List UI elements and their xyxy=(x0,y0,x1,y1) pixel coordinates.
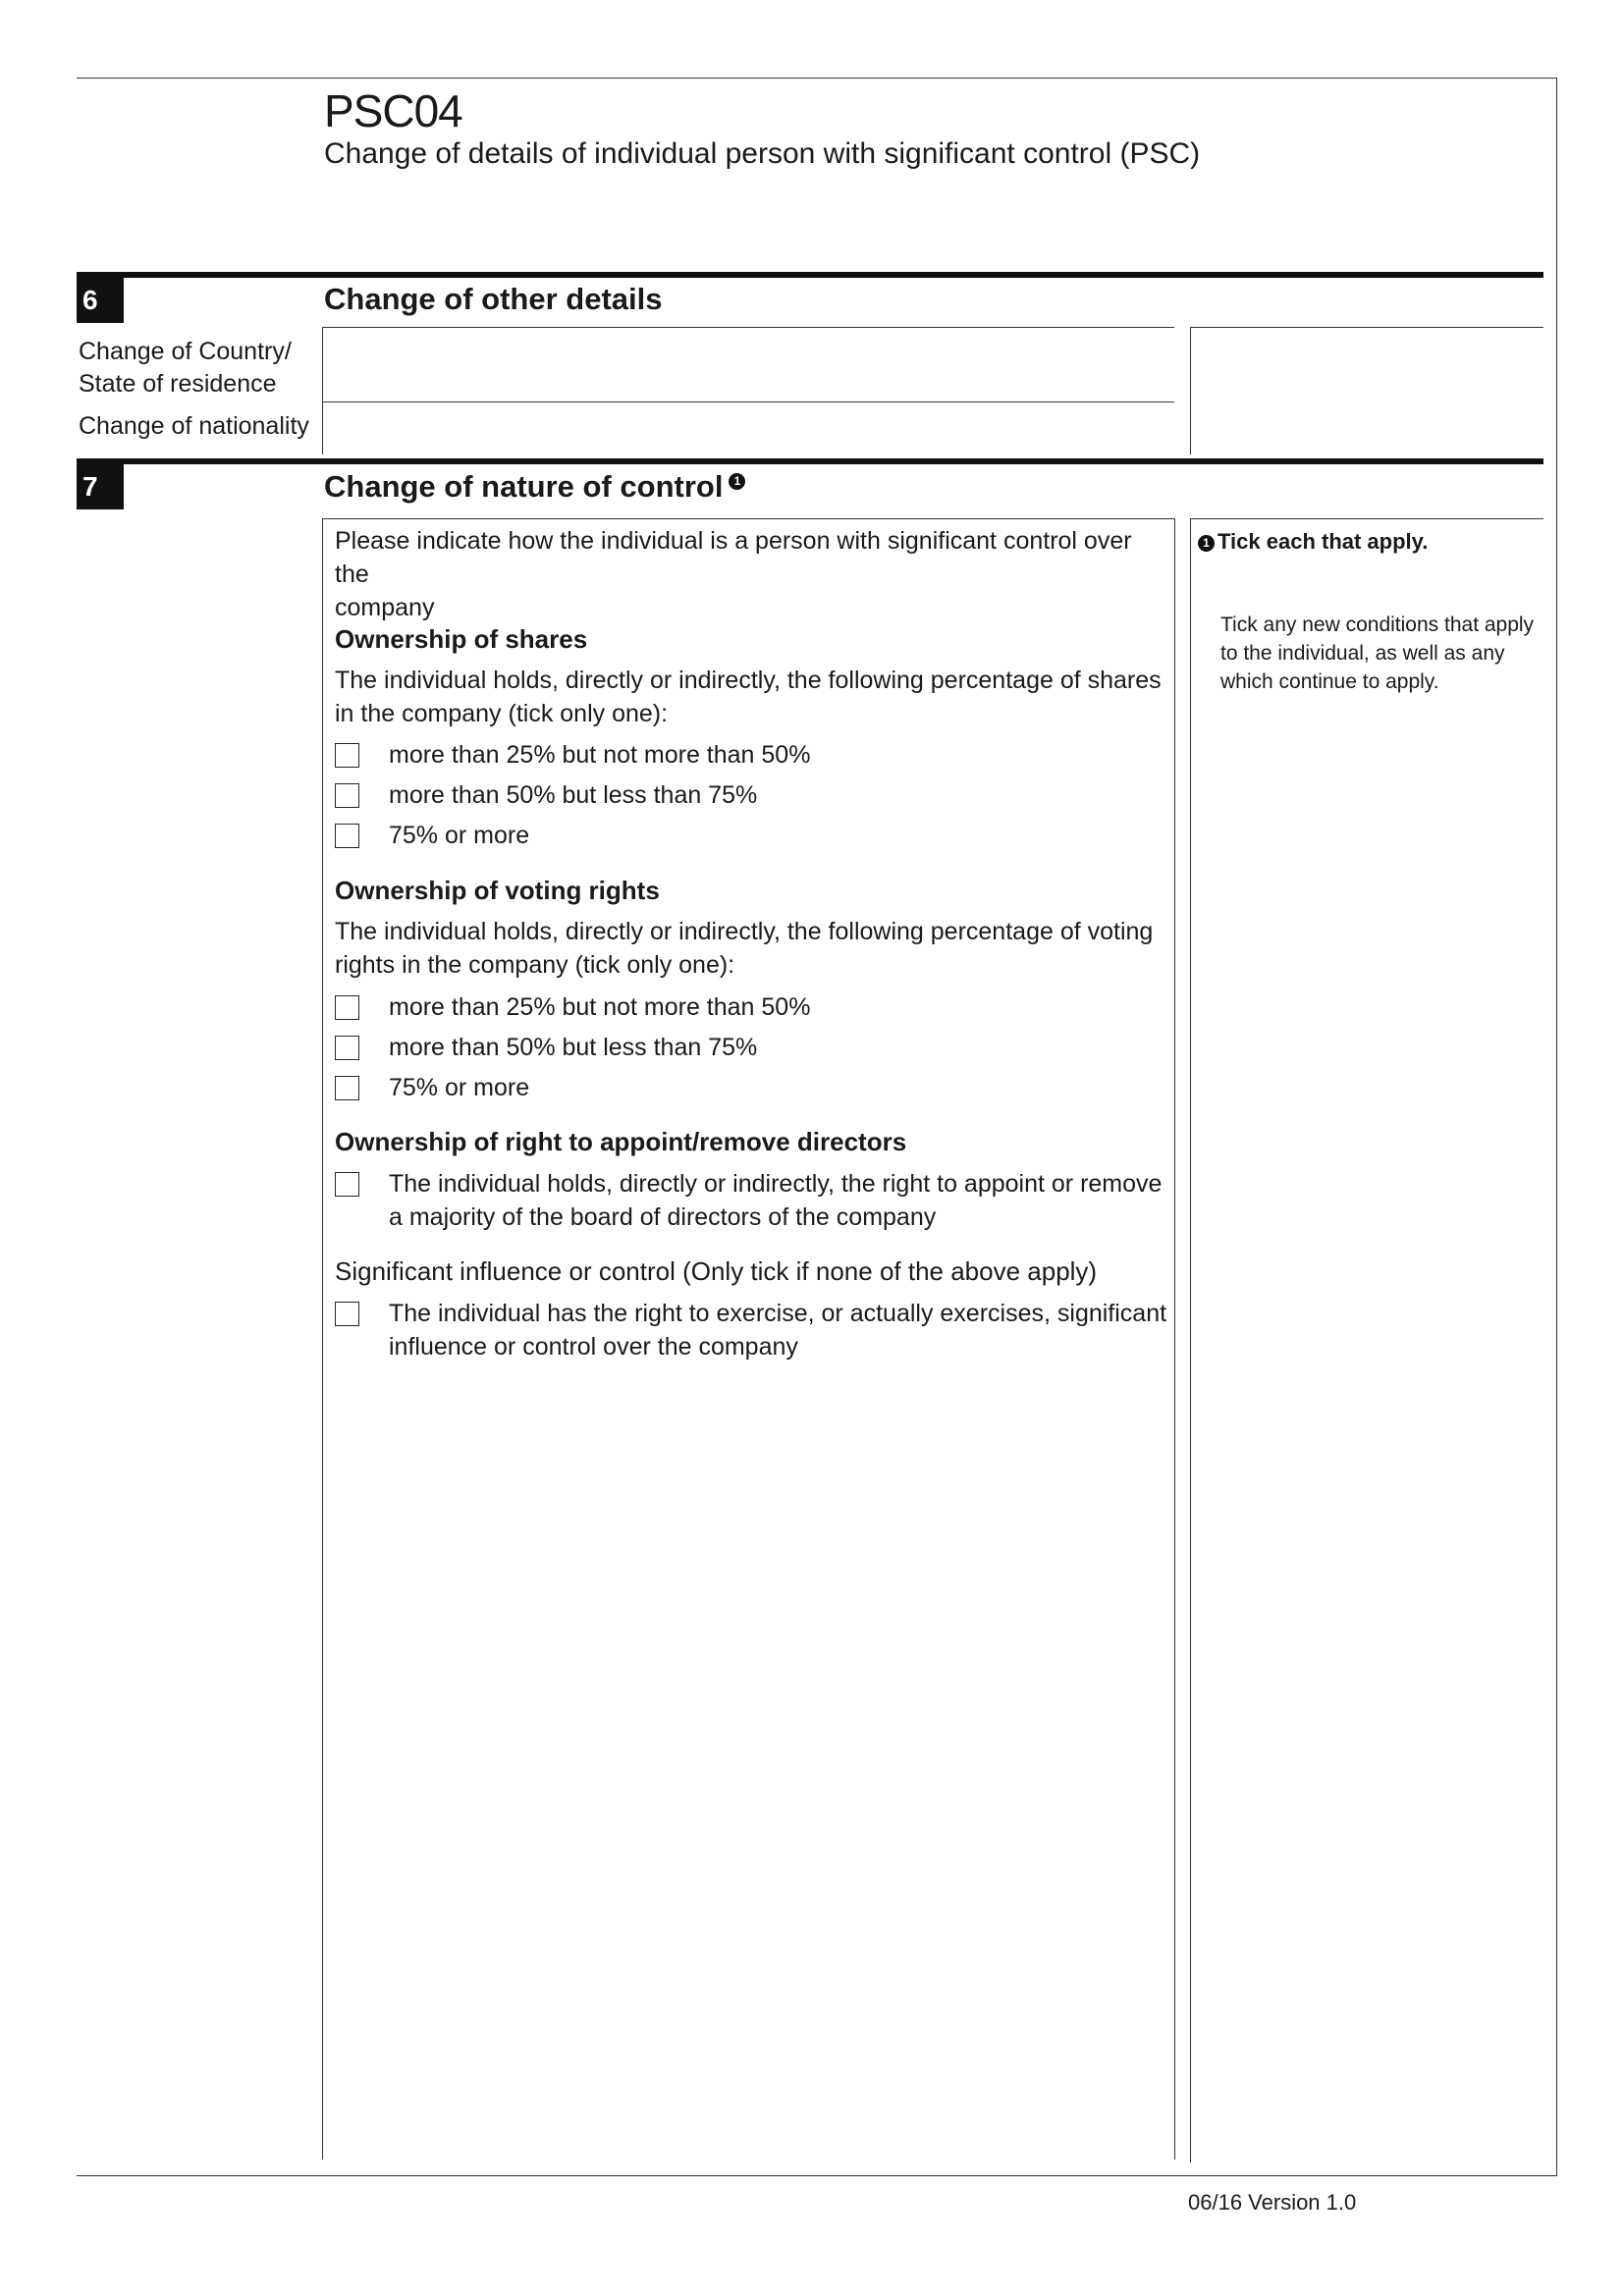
shares-75-plus-label: 75% or more xyxy=(389,822,530,849)
version-footer: 06/16 Version 1.0 xyxy=(1188,2190,1357,2215)
voting-75-plus-label: 75% or more xyxy=(389,1074,530,1101)
section7-number: 7 xyxy=(77,464,124,509)
country-of-residence-field[interactable] xyxy=(324,329,1172,400)
shares-25-50-label: more than 25% but not more than 50% xyxy=(389,741,811,769)
influence-checkbox[interactable] xyxy=(335,1302,359,1326)
country-of-residence-label: Change of Country/ State of residence xyxy=(79,338,292,398)
page-top-rule xyxy=(77,78,1557,79)
voting-25-50-checkbox[interactable] xyxy=(335,995,359,1020)
shares-heading: Ownership of shares xyxy=(335,624,588,654)
section6-rule xyxy=(77,272,1543,278)
info-note-marker-icon: 1 xyxy=(729,473,745,490)
section6-number: 6 xyxy=(77,278,124,323)
voting-heading: Ownership of voting rights xyxy=(335,876,660,905)
form-title: Change of details of individual person with significant control (PSC) xyxy=(324,137,1201,170)
shares-description: The individual holds, directly or indirectly, the following percentage of shares in the company (tick only one): xyxy=(335,667,1162,727)
section7-box-top-rule xyxy=(322,518,1174,519)
nationality-field[interactable] xyxy=(324,403,1172,454)
section7-title: Change of nature of control 1 xyxy=(324,469,748,505)
sidebar-top-rule xyxy=(1190,518,1543,519)
page-right-rule xyxy=(1556,78,1557,2175)
sidebar-left-rule xyxy=(1190,518,1191,2163)
influence-heading: Significant influence or control (Only tick if none of the above apply) xyxy=(335,1256,1098,1286)
directors-checkbox[interactable] xyxy=(335,1172,359,1197)
voting-description: The individual holds, directly or indirectly, the following percentage of voting rights in the company (tick only one): xyxy=(335,918,1154,979)
sidebar-note-text: Tick any new conditions that apply to the individual, as well as any which continue to apply. xyxy=(1220,614,1535,693)
section7-intro: Please indicate how the individual is a person with significant control over the company xyxy=(335,527,1132,621)
shares-50-75-label: more than 50% but less than 75% xyxy=(389,781,758,809)
section6-side-left-rule xyxy=(1190,327,1191,454)
section6-field-divider xyxy=(322,401,1174,402)
directors-heading: Ownership of right to appoint/remove directors xyxy=(335,1127,907,1156)
sidebar-note-heading: 1 Tick each that apply. xyxy=(1198,529,1428,555)
voting-50-75-label: more than 50% but less than 75% xyxy=(389,1034,758,1061)
voting-25-50-label: more than 25% but not more than 50% xyxy=(389,993,811,1021)
voting-75-plus-checkbox[interactable] xyxy=(335,1076,359,1100)
section6-side-top-rule xyxy=(1190,327,1543,328)
section6-title: Change of other details xyxy=(324,282,663,316)
nationality-label: Change of nationality xyxy=(79,412,309,440)
directors-option-label: The individual holds, directly or indirectly, the right to appoint or remove a majority of the board of directors of the company xyxy=(389,1170,1163,1231)
section7-box-right-rule xyxy=(1174,518,1175,2160)
info-icon: 1 xyxy=(1198,535,1215,552)
section6-field-top-rule xyxy=(322,327,1174,328)
shares-50-75-checkbox[interactable] xyxy=(335,783,359,808)
voting-50-75-checkbox[interactable] xyxy=(335,1036,359,1060)
section7-rule xyxy=(77,458,1543,464)
section7-box-left-rule xyxy=(322,518,323,2160)
section6-field-left-rule xyxy=(322,327,323,454)
form-code: PSC04 xyxy=(324,85,462,136)
page-bottom-rule xyxy=(77,2175,1557,2176)
influence-option-label: The individual has the right to exercise, or actually exercises, significant influence or control over the company xyxy=(389,1300,1167,1361)
shares-25-50-checkbox[interactable] xyxy=(335,743,359,768)
shares-75-plus-checkbox[interactable] xyxy=(335,824,359,848)
